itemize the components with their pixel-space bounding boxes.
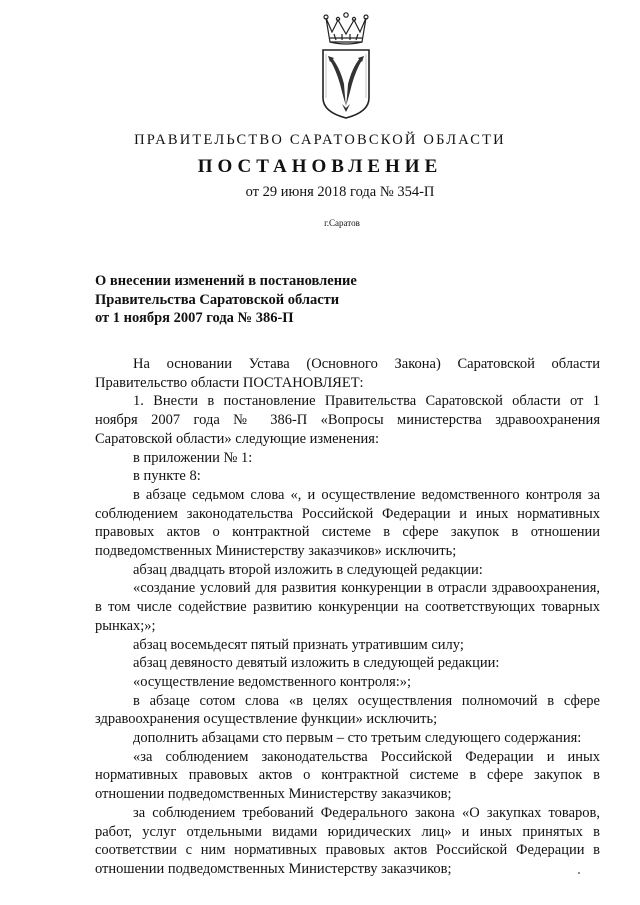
document-body — [95, 355, 600, 879]
saratov-coat-of-arms-icon — [318, 12, 374, 120]
subject-line: Правительства Саратовской области — [95, 291, 340, 308]
subject-line: от 1 ноября 2007 года № 386-П — [95, 310, 294, 326]
scan-speck — [578, 872, 580, 874]
body-paragraph: абзац двадцать второй изложить в следующей редакции: — [133, 561, 483, 578]
body-paragraph: в приложении № 1: — [133, 449, 253, 466]
body-paragraph: за соблюдением требований Федерального закона «О закупках товаров, работ, услуг отдельными видами юридических лиц» и иных принятых в соответствии с ним нормативных правовых актов Российской Федерации в отношении подведомственных Министерству заказчиков; — [95, 804, 600, 877]
body-paragraph: «создание условий для развития конкуренции в отрасли здравоохранения, в том числе содействие развитию конкуренции на соответствующих товарных рынках;»; — [95, 580, 600, 634]
document-city: г.Саратов — [324, 218, 360, 228]
body-paragraph: 1. Внести в постановление Правительства Саратовской области от 1 ноября 2007 года № 386-П «Вопросы министерства здравоохранения Саратовской области» следующие изменения: — [95, 393, 600, 447]
body-paragraph: абзац восемьдесят пятый признать утратившим силу; — [133, 636, 464, 653]
subject-line: О внесении изменений в постановление — [95, 273, 357, 289]
body-paragraph: абзац девяносто девятый изложить в следующей редакции: — [133, 655, 500, 672]
document-date-number: от 29 июня 2018 года № 354-П — [245, 184, 435, 200]
body-paragraph: На основании Устава (Основного Закона) Саратовской области Правительство области ПОСТАНОВЛЯЕТ: — [95, 356, 600, 391]
document-subject — [95, 272, 455, 328]
body-paragraph: в абзаце сотом слова «в целях осуществления полномочий в сфере здравоохранения осуществление функции» исключить; — [95, 692, 600, 728]
body-paragraph: «осуществление ведомственного контроля:»; — [133, 673, 412, 690]
body-paragraph: дополнить абзацами сто первым – сто третьим следующего содержания: — [133, 730, 582, 747]
body-paragraph: «за соблюдением законодательства Российской Федерации и иных нормативных правовых актов о контрактной системе в сфере закупок в отношении подведомственных Министерству заказчиков; — [95, 748, 600, 803]
body-paragraph: в абзаце седьмом слова «, и осуществление ведомственного контроля за соблюдением законодательства Российской Федерации и иных нормативных правовых актов о контрактной системе в сфере закупок в отношении подведомственных Министерству заказчиков» исключить; — [95, 486, 600, 560]
body-paragraph: в пункте 8: — [133, 468, 201, 485]
document-type: ПОСТАНОВЛЕНИЕ — [197, 156, 443, 177]
government-name: ПРАВИТЕЛЬСТВО САРАТОВСКОЙ ОБЛАСТИ — [134, 132, 506, 148]
